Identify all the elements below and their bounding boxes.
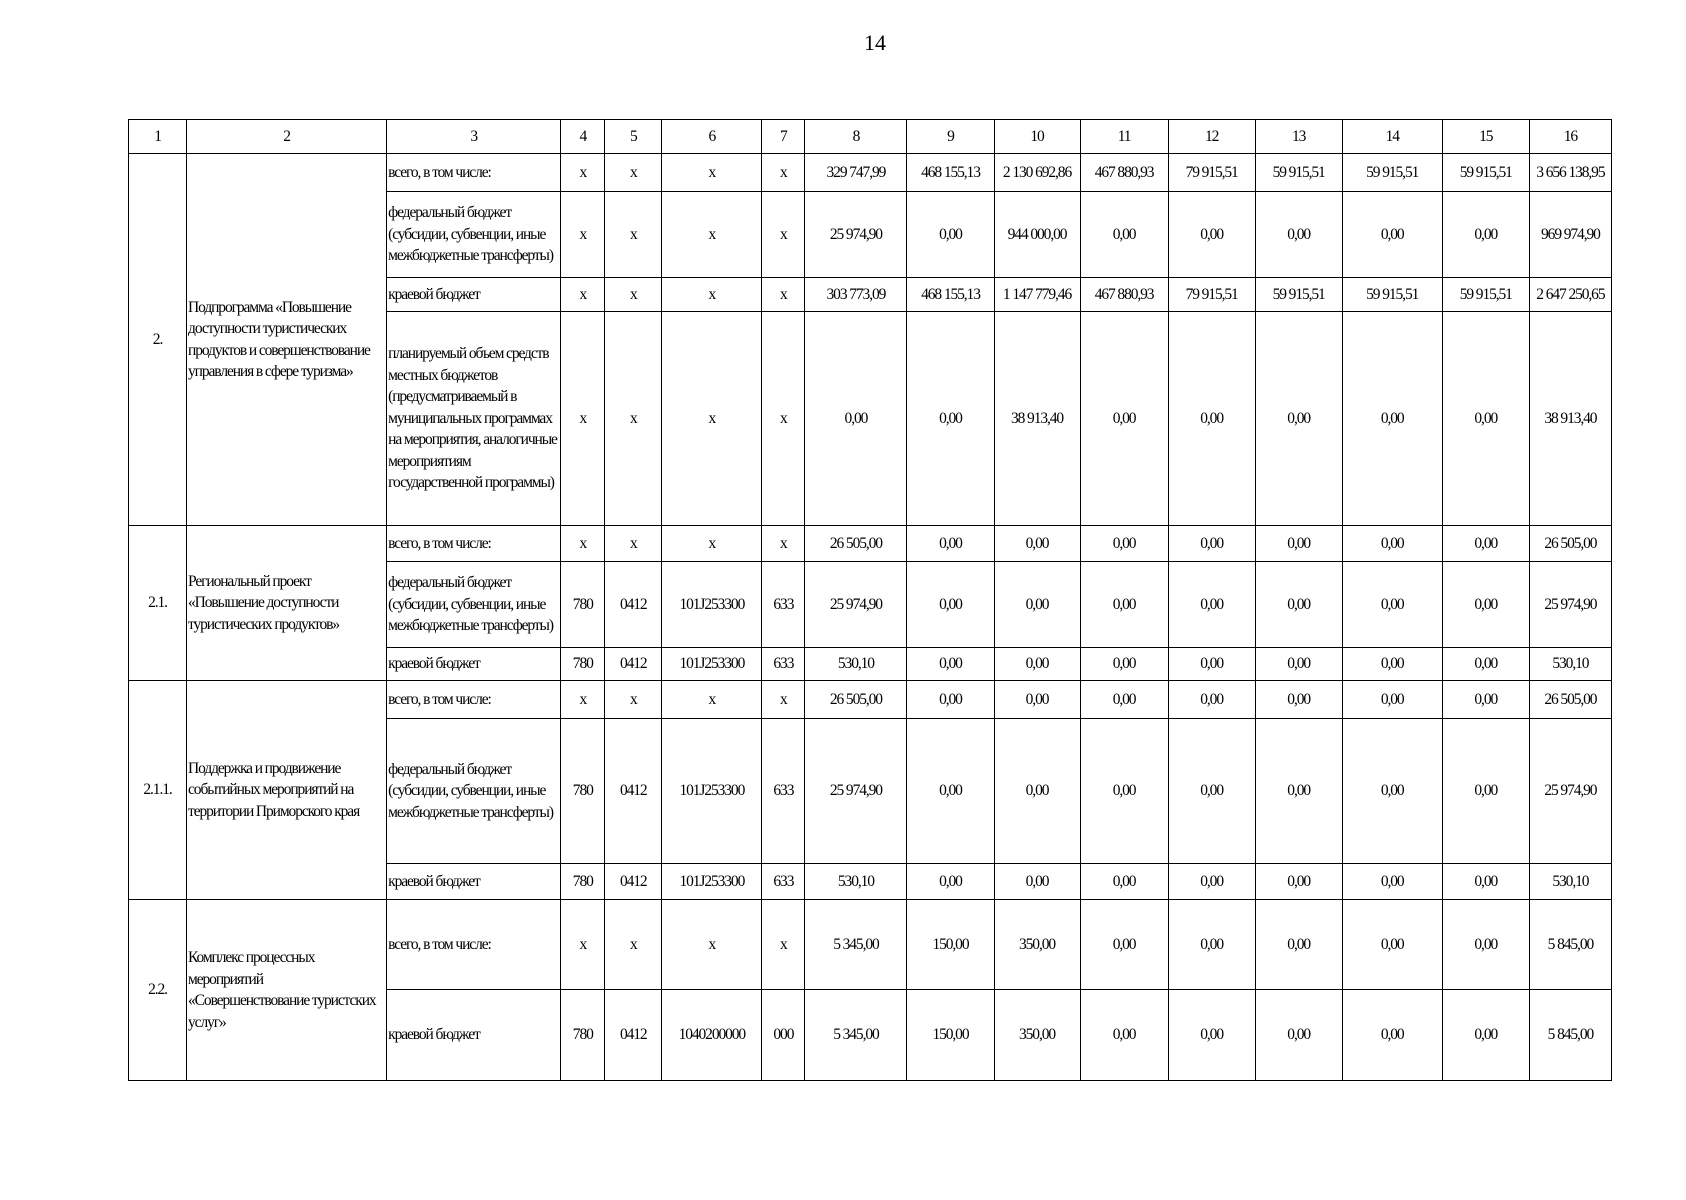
amount-cell: 0,00 xyxy=(1442,900,1529,990)
section-number: 2.2. xyxy=(129,900,187,1081)
table-row xyxy=(129,681,1612,719)
amount-cell: 0,00 xyxy=(1168,562,1255,648)
amount-cell: 79 915,51 xyxy=(1168,278,1255,312)
amount-cell: 0,00 xyxy=(994,526,1080,562)
budget-table xyxy=(128,119,1612,1081)
expense-type-code: x xyxy=(762,681,805,719)
expense-type-code: x xyxy=(762,278,805,312)
amount-cell: 0,00 xyxy=(1342,192,1442,278)
amount-cell: 467 880,93 xyxy=(1080,278,1168,312)
amount-cell: 25 974,90 xyxy=(1529,719,1611,864)
amount-cell: 0,00 xyxy=(1255,648,1342,681)
amount-cell: 5 345,00 xyxy=(805,990,907,1081)
amount-cell: 5 845,00 xyxy=(1529,990,1611,1081)
expense-type-code: x xyxy=(762,312,805,526)
amount-cell: 25 974,90 xyxy=(805,562,907,648)
section-name: Региональный проект «Повышение доступности туристических продуктов» xyxy=(187,526,387,681)
amount-cell: 0,00 xyxy=(1168,526,1255,562)
amount-cell: 0,00 xyxy=(1342,990,1442,1081)
header-row xyxy=(129,120,1612,154)
amount-cell: 0,00 xyxy=(994,681,1080,719)
section-code: x xyxy=(605,312,662,526)
amount-cell: 0,00 xyxy=(1080,192,1168,278)
amount-cell: 0,00 xyxy=(907,312,994,526)
amount-cell: 530,10 xyxy=(1529,864,1611,900)
amount-cell: 0,00 xyxy=(1342,719,1442,864)
amount-cell: 468 155,13 xyxy=(907,278,994,312)
funding-source-label: планируемый объем средств местных бюджетов (предусматриваемый в муниципальных программах на мероприятия, аналогичные мероприятиям государственной программы) xyxy=(387,312,561,526)
table-row xyxy=(129,526,1612,562)
amount-cell: 0,00 xyxy=(1342,312,1442,526)
table-row xyxy=(129,154,1612,192)
section-code: x xyxy=(605,192,662,278)
amount-cell: 0,00 xyxy=(1080,719,1168,864)
amount-cell: 0,00 xyxy=(994,562,1080,648)
funding-source-label: федеральный бюджет (субсидии, субвенции, иные межбюджетные трансферты) xyxy=(387,192,561,278)
amount-cell: 26 505,00 xyxy=(1529,681,1611,719)
amount-cell: 0,00 xyxy=(1342,648,1442,681)
section-name: Поддержка и продвижение событийных мероприятий на территории Приморского края xyxy=(187,681,387,900)
target-article-code: 101J253300 xyxy=(662,719,762,864)
section-code: x xyxy=(605,900,662,990)
section-number: 2.1. xyxy=(129,526,187,681)
header-cell: 10 xyxy=(994,120,1080,154)
ministry-code: 780 xyxy=(561,648,605,681)
amount-cell: 0,00 xyxy=(1442,526,1529,562)
funding-source-label: федеральный бюджет (субсидии, субвенции, иные межбюджетные трансферты) xyxy=(387,719,561,864)
amount-cell: 0,00 xyxy=(907,719,994,864)
target-article-code: x xyxy=(662,278,762,312)
header-cell: 13 xyxy=(1255,120,1342,154)
header-cell: 1 xyxy=(129,120,187,154)
ministry-code: x xyxy=(561,278,605,312)
amount-cell: 38 913,40 xyxy=(994,312,1080,526)
amount-cell: 468 155,13 xyxy=(907,154,994,192)
section-code: x xyxy=(605,526,662,562)
amount-cell: 0,00 xyxy=(1342,900,1442,990)
header-cell: 14 xyxy=(1342,120,1442,154)
amount-cell: 350,00 xyxy=(994,990,1080,1081)
header-cell: 6 xyxy=(662,120,762,154)
funding-source-label: всего, в том числе: xyxy=(387,154,561,192)
amount-cell: 0,00 xyxy=(1168,719,1255,864)
section-code: 0412 xyxy=(605,648,662,681)
header-cell: 5 xyxy=(605,120,662,154)
amount-cell: 0,00 xyxy=(1442,312,1529,526)
amount-cell: 0,00 xyxy=(1442,990,1529,1081)
amount-cell: 59 915,51 xyxy=(1442,154,1529,192)
header-cell: 7 xyxy=(762,120,805,154)
amount-cell: 0,00 xyxy=(1080,681,1168,719)
amount-cell: 5 845,00 xyxy=(1529,900,1611,990)
amount-cell: 150,00 xyxy=(907,900,994,990)
header-cell: 8 xyxy=(805,120,907,154)
amount-cell: 0,00 xyxy=(805,312,907,526)
amount-cell: 0,00 xyxy=(1442,648,1529,681)
amount-cell: 25 974,90 xyxy=(1529,562,1611,648)
target-article-code: x xyxy=(662,154,762,192)
target-article-code: 101J253300 xyxy=(662,648,762,681)
section-code: 0412 xyxy=(605,990,662,1081)
amount-cell: 0,00 xyxy=(907,648,994,681)
amount-cell: 25 974,90 xyxy=(805,719,907,864)
amount-cell: 0,00 xyxy=(1255,990,1342,1081)
expense-type-code: x xyxy=(762,900,805,990)
ministry-code: 780 xyxy=(561,990,605,1081)
section-code: 0412 xyxy=(605,719,662,864)
amount-cell: 530,10 xyxy=(1529,648,1611,681)
target-article-code: x xyxy=(662,312,762,526)
amount-cell: 150,00 xyxy=(907,990,994,1081)
amount-cell: 5 345,00 xyxy=(805,900,907,990)
section-number: 2. xyxy=(129,154,187,526)
amount-cell: 26 505,00 xyxy=(805,681,907,719)
amount-cell: 0,00 xyxy=(1342,864,1442,900)
amount-cell: 0,00 xyxy=(1168,681,1255,719)
amount-cell: 0,00 xyxy=(1342,526,1442,562)
amount-cell: 26 505,00 xyxy=(805,526,907,562)
amount-cell: 38 913,40 xyxy=(1529,312,1611,526)
amount-cell: 0,00 xyxy=(994,648,1080,681)
amount-cell: 0,00 xyxy=(1442,192,1529,278)
amount-cell: 0,00 xyxy=(907,864,994,900)
section-name: Подпрограмма «Повышение доступности туристических продуктов и совершенствование управления в сфере туризма» xyxy=(187,154,387,526)
expense-type-code: 633 xyxy=(762,719,805,864)
header-cell: 12 xyxy=(1168,120,1255,154)
amount-cell: 0,00 xyxy=(1442,864,1529,900)
amount-cell: 0,00 xyxy=(1080,312,1168,526)
section-name: Комплекс процессных мероприятий «Совершенствование туристских услуг» xyxy=(187,900,387,1081)
header-cell: 4 xyxy=(561,120,605,154)
section-code: x xyxy=(605,278,662,312)
amount-cell: 0,00 xyxy=(1442,562,1529,648)
amount-cell: 0,00 xyxy=(1168,312,1255,526)
amount-cell: 467 880,93 xyxy=(1080,154,1168,192)
amount-cell: 1 147 779,46 xyxy=(994,278,1080,312)
target-article-code: x xyxy=(662,681,762,719)
target-article-code: 101J253300 xyxy=(662,864,762,900)
amount-cell: 0,00 xyxy=(1168,864,1255,900)
funding-source-label: всего, в том числе: xyxy=(387,900,561,990)
amount-cell: 0,00 xyxy=(1255,864,1342,900)
amount-cell: 0,00 xyxy=(1080,648,1168,681)
ministry-code: x xyxy=(561,312,605,526)
expense-type-code: x xyxy=(762,154,805,192)
page-number: 14 xyxy=(864,30,886,55)
amount-cell: 0,00 xyxy=(907,192,994,278)
expense-type-code: 633 xyxy=(762,864,805,900)
amount-cell: 0,00 xyxy=(907,681,994,719)
amount-cell: 0,00 xyxy=(1342,562,1442,648)
expense-type-code: x xyxy=(762,192,805,278)
ministry-code: x xyxy=(561,154,605,192)
amount-cell: 59 915,51 xyxy=(1255,278,1342,312)
section-code: x xyxy=(605,154,662,192)
amount-cell: 59 915,51 xyxy=(1255,154,1342,192)
amount-cell: 0,00 xyxy=(907,562,994,648)
ministry-code: 780 xyxy=(561,562,605,648)
amount-cell: 79 915,51 xyxy=(1168,154,1255,192)
target-article-code: x xyxy=(662,526,762,562)
header-cell: 11 xyxy=(1080,120,1168,154)
amount-cell: 0,00 xyxy=(1255,562,1342,648)
expense-type-code: x xyxy=(762,526,805,562)
amount-cell: 350,00 xyxy=(994,900,1080,990)
funding-source-label: всего, в том числе: xyxy=(387,681,561,719)
amount-cell: 0,00 xyxy=(1442,681,1529,719)
amount-cell: 0,00 xyxy=(1080,864,1168,900)
header-cell: 9 xyxy=(907,120,994,154)
amount-cell: 3 656 138,95 xyxy=(1529,154,1611,192)
header-cell: 3 xyxy=(387,120,561,154)
amount-cell: 0,00 xyxy=(1080,900,1168,990)
amount-cell: 0,00 xyxy=(1442,719,1529,864)
target-article-code: 101J253300 xyxy=(662,562,762,648)
section-code: x xyxy=(605,681,662,719)
funding-source-label: всего, в том числе: xyxy=(387,526,561,562)
amount-cell: 0,00 xyxy=(1168,900,1255,990)
amount-cell: 303 773,09 xyxy=(805,278,907,312)
ministry-code: x xyxy=(561,192,605,278)
expense-type-code: 000 xyxy=(762,990,805,1081)
ministry-code: x xyxy=(561,900,605,990)
amount-cell: 0,00 xyxy=(1168,990,1255,1081)
amount-cell: 530,10 xyxy=(805,648,907,681)
amount-cell: 530,10 xyxy=(805,864,907,900)
amount-cell: 59 915,51 xyxy=(1342,278,1442,312)
ministry-code: 780 xyxy=(561,864,605,900)
amount-cell: 329 747,99 xyxy=(805,154,907,192)
funding-source-label: федеральный бюджет (субсидии, субвенции, иные межбюджетные трансферты) xyxy=(387,562,561,648)
amount-cell: 26 505,00 xyxy=(1529,526,1611,562)
amount-cell: 0,00 xyxy=(1255,719,1342,864)
section-code: 0412 xyxy=(605,562,662,648)
target-article-code: x xyxy=(662,900,762,990)
amount-cell: 0,00 xyxy=(1255,681,1342,719)
header-cell: 16 xyxy=(1529,120,1611,154)
amount-cell: 0,00 xyxy=(994,864,1080,900)
funding-source-label: краевой бюджет xyxy=(387,648,561,681)
table-row xyxy=(129,900,1612,990)
amount-cell: 0,00 xyxy=(1080,990,1168,1081)
target-article-code: x xyxy=(662,192,762,278)
ministry-code: 780 xyxy=(561,719,605,864)
amount-cell: 969 974,90 xyxy=(1529,192,1611,278)
funding-source-label: краевой бюджет xyxy=(387,990,561,1081)
amount-cell: 25 974,90 xyxy=(805,192,907,278)
amount-cell: 59 915,51 xyxy=(1442,278,1529,312)
ministry-code: x xyxy=(561,681,605,719)
amount-cell: 59 915,51 xyxy=(1342,154,1442,192)
expense-type-code: 633 xyxy=(762,562,805,648)
ministry-code: x xyxy=(561,526,605,562)
funding-source-label: краевой бюджет xyxy=(387,864,561,900)
amount-cell: 0,00 xyxy=(994,719,1080,864)
amount-cell: 0,00 xyxy=(907,526,994,562)
amount-cell: 0,00 xyxy=(1255,312,1342,526)
amount-cell: 944 000,00 xyxy=(994,192,1080,278)
amount-cell: 0,00 xyxy=(1342,681,1442,719)
amount-cell: 0,00 xyxy=(1255,900,1342,990)
section-code: 0412 xyxy=(605,864,662,900)
target-article-code: 1040200000 xyxy=(662,990,762,1081)
amount-cell: 0,00 xyxy=(1255,526,1342,562)
header-cell: 2 xyxy=(187,120,387,154)
amount-cell: 0,00 xyxy=(1080,526,1168,562)
amount-cell: 2 130 692,86 xyxy=(994,154,1080,192)
section-number: 2.1.1. xyxy=(129,681,187,900)
amount-cell: 0,00 xyxy=(1168,648,1255,681)
header-cell: 15 xyxy=(1442,120,1529,154)
funding-source-label: краевой бюджет xyxy=(387,278,561,312)
amount-cell: 0,00 xyxy=(1255,192,1342,278)
expense-type-code: 633 xyxy=(762,648,805,681)
amount-cell: 0,00 xyxy=(1080,562,1168,648)
amount-cell: 2 647 250,65 xyxy=(1529,278,1611,312)
amount-cell: 0,00 xyxy=(1168,192,1255,278)
